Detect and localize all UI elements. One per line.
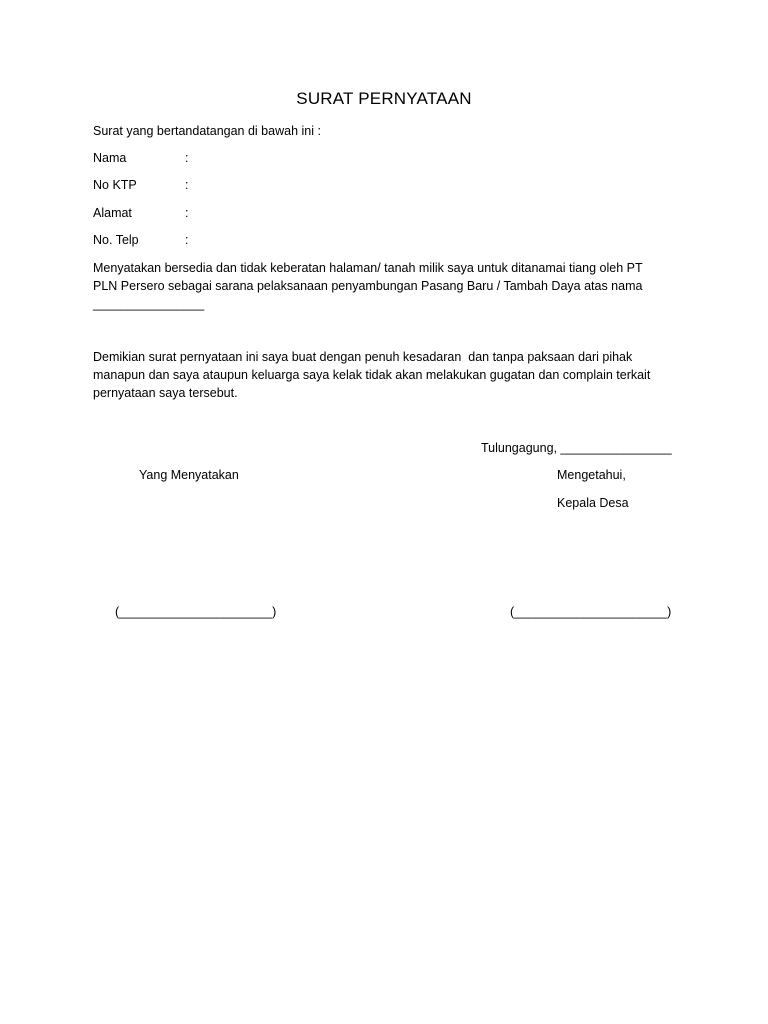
closing-line-2: manapun dan saya ataupun keluarga saya kelak tidak akan melakukan gugatan dan complain terkait: [93, 368, 651, 382]
field-label-no-telp: No. Telp: [93, 233, 139, 247]
field-colon-nama: :: [185, 151, 189, 165]
field-colon-alamat: :: [185, 206, 189, 220]
field-label-alamat: Alamat: [93, 206, 132, 220]
place-date: Tulungagung, ________________: [481, 441, 672, 455]
closing-line-1: Demikian surat pernyataan ini saya buat dengan penuh kesadaran dan tanpa paksaan dari pihak: [93, 350, 633, 364]
statement-line-2: PLN Persero sebagai sarana pelaksanaan penyambungan Pasang Baru / Tambah Daya atas nama: [93, 279, 643, 293]
intro-text: Surat yang bertandatangan di bawah ini :: [93, 124, 321, 138]
document-title: SURAT PERNYATAAN: [296, 89, 472, 108]
left-signature-line: (______________________): [115, 605, 277, 619]
field-label-no-ktp: No KTP: [93, 178, 137, 192]
field-label-nama: Nama: [93, 151, 127, 165]
left-signer-heading: Yang Menyatakan: [139, 468, 239, 482]
right-signature-line: (______________________): [510, 605, 672, 619]
statement-line-1: Menyatakan bersedia dan tidak keberatan halaman/ tanah milik saya untuk ditanamai tiang oleh PT: [93, 261, 643, 275]
right-signer-heading: Mengetahui,: [557, 468, 626, 482]
field-colon-no-telp: :: [185, 233, 189, 247]
right-signer-role: Kepala Desa: [557, 496, 629, 510]
field-colon-no-ktp: :: [185, 178, 189, 192]
closing-line-3: pernyataan saya tersebut.: [93, 386, 238, 400]
statement-name-blank: ________________: [93, 297, 205, 311]
